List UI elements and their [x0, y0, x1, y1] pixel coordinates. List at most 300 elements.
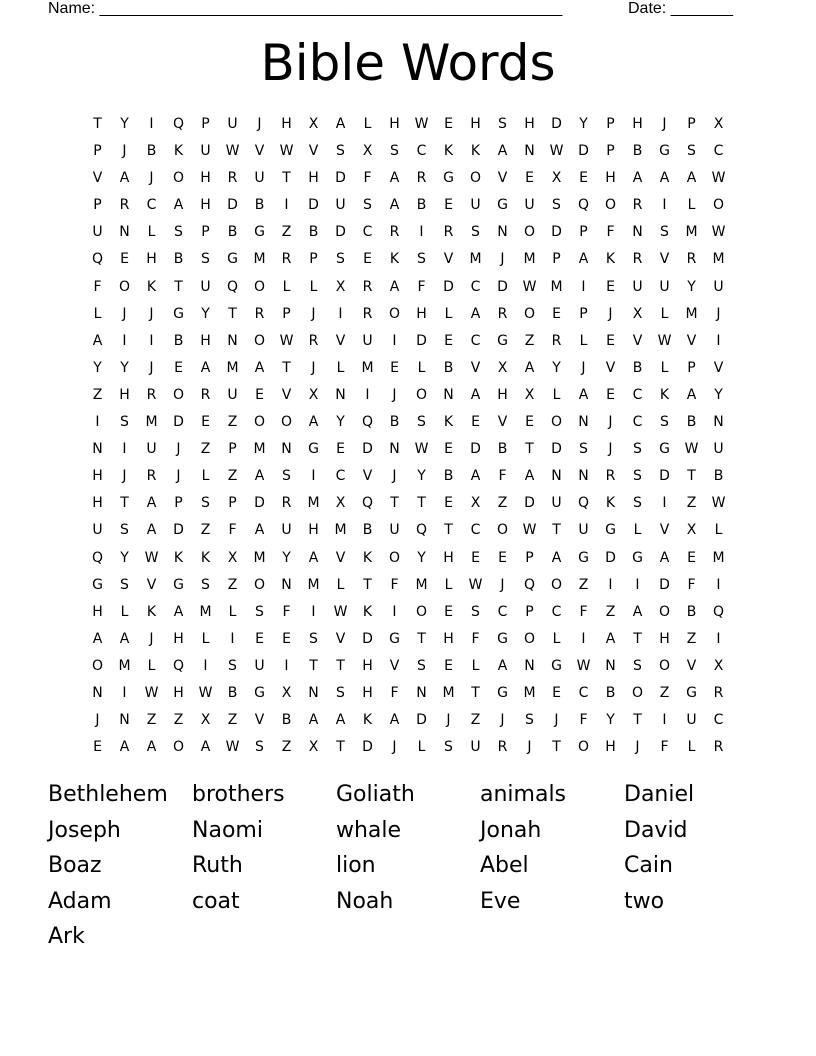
grid-letter[interactable]: S [174, 224, 183, 241]
grid-letter[interactable]: G [551, 657, 562, 674]
grid-letter[interactable]: A [686, 170, 697, 187]
grid-letter[interactable]: A [119, 170, 130, 187]
grid-letter[interactable]: T [417, 495, 426, 512]
grid-letter[interactable]: L [309, 278, 318, 295]
grid-letter[interactable]: Y [714, 386, 723, 403]
grid-letter[interactable]: B [173, 251, 184, 268]
grid-letter[interactable]: L [714, 522, 723, 539]
grid-letter[interactable]: B [443, 468, 454, 485]
grid-letter[interactable]: T [93, 116, 102, 132]
grid-letter[interactable]: J [500, 712, 505, 729]
grid-letter[interactable]: S [228, 657, 237, 674]
grid-letter[interactable]: F [417, 278, 426, 295]
grid-letter[interactable]: S [471, 603, 480, 620]
grid-letter[interactable]: J [257, 116, 262, 132]
grid-letter[interactable]: W [522, 522, 537, 539]
grid-letter[interactable]: P [228, 441, 237, 458]
grid-letter[interactable]: C [713, 712, 724, 729]
grid-letter[interactable]: I [365, 386, 370, 403]
grid-letter[interactable]: K [200, 549, 211, 566]
grid-letter[interactable]: W [225, 143, 240, 160]
grid-letter[interactable]: E [606, 332, 615, 349]
grid-letter[interactable]: Z [227, 712, 238, 729]
grid-letter[interactable]: R [362, 278, 373, 295]
grid-letter[interactable]: H [173, 630, 184, 647]
grid-letter[interactable]: C [470, 522, 481, 539]
grid-letter[interactable]: X [335, 495, 346, 512]
grid-letter[interactable]: J [581, 359, 586, 376]
grid-letter[interactable]: M [550, 278, 563, 295]
grid-letter[interactable]: H [443, 630, 454, 647]
grid-letter[interactable]: G [389, 630, 400, 647]
grid-letter[interactable]: D [551, 441, 562, 458]
grid-letter[interactable]: S [498, 116, 507, 132]
grid-letter[interactable]: S [201, 251, 210, 268]
grid-letter[interactable]: W [711, 495, 726, 512]
grid-letter[interactable]: J [149, 630, 154, 647]
grid-letter[interactable]: R [281, 251, 292, 268]
grid-letter[interactable]: U [227, 386, 238, 403]
grid-letter[interactable]: S [255, 603, 264, 620]
grid-letter[interactable]: L [363, 116, 372, 132]
grid-letter[interactable]: N [92, 441, 103, 458]
grid-letter[interactable]: H [524, 116, 535, 132]
grid-letter[interactable]: Q [577, 495, 590, 512]
grid-letter[interactable]: B [308, 224, 319, 241]
grid-letter[interactable]: D [416, 332, 427, 349]
grid-letter[interactable]: R [119, 197, 130, 214]
grid-letter[interactable]: B [146, 143, 157, 160]
grid-letter[interactable]: U [362, 332, 373, 349]
grid-letter[interactable]: S [417, 251, 426, 268]
grid-letter[interactable]: W [414, 116, 429, 132]
grid-letter[interactable]: K [443, 143, 454, 160]
grid-letter[interactable]: L [201, 630, 210, 647]
grid-letter[interactable]: O [658, 603, 671, 620]
grid-letter[interactable]: A [659, 549, 670, 566]
grid-letter[interactable]: D [173, 522, 184, 539]
grid-letter[interactable]: G [686, 684, 697, 701]
grid-letter[interactable]: A [308, 549, 319, 566]
grid-letter[interactable]: V [335, 630, 346, 647]
grid-letter[interactable]: J [392, 386, 397, 403]
grid-letter[interactable]: B [173, 332, 184, 349]
grid-letter[interactable]: L [552, 386, 561, 403]
grid-letter[interactable]: E [174, 359, 183, 376]
grid-letter[interactable]: E [444, 657, 453, 674]
grid-letter[interactable]: X [308, 386, 319, 403]
grid-letter[interactable]: A [686, 386, 697, 403]
grid-letter[interactable]: N [119, 712, 130, 729]
grid-letter[interactable]: V [146, 576, 157, 593]
grid-letter[interactable]: B [686, 603, 697, 620]
grid-letter[interactable]: R [713, 684, 724, 701]
grid-letter[interactable]: D [416, 712, 427, 729]
grid-letter[interactable]: X [308, 739, 319, 756]
grid-letter[interactable]: T [120, 495, 129, 512]
grid-letter[interactable]: S [552, 197, 561, 214]
grid-letter[interactable]: P [309, 251, 318, 268]
grid-letter[interactable]: O [253, 332, 266, 349]
grid-letter[interactable]: Q [361, 414, 374, 431]
grid-letter[interactable]: Y [552, 359, 561, 376]
grid-letter[interactable]: M [118, 657, 131, 674]
grid-letter[interactable]: M [685, 224, 698, 241]
grid-letter[interactable]: J [608, 414, 613, 431]
grid-letter[interactable]: U [659, 278, 670, 295]
grid-letter[interactable]: N [578, 414, 589, 431]
grid-letter[interactable]: I [608, 576, 613, 593]
grid-letter[interactable]: T [687, 468, 696, 485]
grid-letter[interactable]: S [201, 495, 210, 512]
grid-letter[interactable]: A [119, 630, 130, 647]
grid-letter[interactable]: Z [470, 712, 481, 729]
grid-letter[interactable]: X [551, 170, 562, 187]
grid-letter[interactable]: X [362, 143, 373, 160]
grid-letter[interactable]: Y [417, 549, 426, 566]
grid-letter[interactable]: X [200, 712, 211, 729]
grid-letter[interactable]: G [659, 441, 670, 458]
grid-letter[interactable]: T [417, 630, 426, 647]
grid-letter[interactable]: E [444, 116, 453, 132]
grid-letter[interactable]: U [389, 522, 400, 539]
grid-letter[interactable]: W [657, 332, 672, 349]
grid-letter[interactable]: Z [281, 739, 292, 756]
grid-letter[interactable]: O [172, 739, 185, 756]
grid-letter[interactable]: T [633, 712, 642, 729]
grid-letter[interactable]: N [551, 468, 562, 485]
grid-letter[interactable]: M [253, 251, 266, 268]
grid-letter[interactable]: U [470, 739, 481, 756]
grid-letter[interactable]: T [336, 739, 345, 756]
grid-letter[interactable]: B [686, 414, 697, 431]
grid-letter[interactable]: T [552, 739, 561, 756]
grid-letter[interactable]: W [711, 170, 726, 187]
grid-letter[interactable]: R [308, 332, 319, 349]
grid-letter[interactable]: D [362, 739, 373, 756]
grid-letter[interactable]: W [144, 684, 159, 701]
grid-letter[interactable]: R [632, 197, 643, 214]
grid-letter[interactable]: A [551, 549, 562, 566]
grid-letter[interactable]: C [578, 684, 589, 701]
grid-letter[interactable]: H [497, 386, 508, 403]
grid-letter[interactable]: M [253, 549, 266, 566]
grid-letter[interactable]: E [687, 549, 696, 566]
grid-letter[interactable]: I [392, 603, 397, 620]
grid-letter[interactable]: E [471, 549, 480, 566]
grid-letter[interactable]: A [389, 712, 400, 729]
grid-letter[interactable]: A [254, 468, 265, 485]
grid-letter[interactable]: L [93, 305, 102, 322]
grid-letter[interactable]: E [390, 359, 399, 376]
grid-letter[interactable]: A [470, 305, 481, 322]
grid-letter[interactable]: C [497, 603, 508, 620]
grid-letter[interactable]: P [579, 224, 588, 241]
grid-letter[interactable]: M [307, 576, 320, 593]
grid-letter[interactable]: R [146, 468, 157, 485]
grid-letter[interactable]: M [199, 603, 212, 620]
grid-letter[interactable]: L [336, 576, 345, 593]
grid-letter[interactable]: O [280, 414, 293, 431]
grid-letter[interactable]: L [201, 468, 210, 485]
grid-letter[interactable]: Y [93, 359, 102, 376]
grid-letter[interactable]: I [284, 657, 289, 674]
grid-letter[interactable]: R [146, 386, 157, 403]
grid-letter[interactable]: E [525, 170, 534, 187]
grid-letter[interactable]: Z [659, 684, 670, 701]
grid-letter[interactable]: P [687, 116, 696, 132]
grid-letter[interactable]: V [254, 143, 265, 160]
grid-letter[interactable]: E [255, 630, 264, 647]
grid-letter[interactable]: A [524, 359, 535, 376]
grid-letter[interactable]: Z [605, 603, 616, 620]
grid-letter[interactable]: P [606, 116, 615, 132]
grid-letter[interactable]: I [662, 495, 667, 512]
grid-letter[interactable]: U [335, 197, 346, 214]
grid-letter[interactable]: J [662, 116, 667, 132]
grid-letter[interactable]: H [119, 386, 130, 403]
grid-letter[interactable]: J [716, 305, 721, 322]
grid-letter[interactable]: O [172, 386, 185, 403]
grid-letter[interactable]: O [91, 657, 104, 674]
grid-letter[interactable]: K [605, 495, 616, 512]
grid-letter[interactable]: M [469, 251, 482, 268]
grid-letter[interactable]: U [92, 522, 103, 539]
grid-letter[interactable]: F [93, 278, 102, 295]
grid-letter[interactable]: L [417, 359, 426, 376]
grid-letter[interactable]: Z [227, 576, 238, 593]
grid-letter[interactable]: O [172, 170, 185, 187]
grid-letter[interactable]: H [308, 170, 319, 187]
grid-letter[interactable]: U [686, 712, 697, 729]
grid-letter[interactable]: A [92, 630, 103, 647]
grid-letter[interactable]: C [362, 224, 373, 241]
grid-letter[interactable]: S [120, 414, 129, 431]
grid-letter[interactable]: X [524, 386, 535, 403]
grid-letter[interactable]: J [527, 739, 532, 756]
grid-letter[interactable]: H [362, 657, 373, 674]
grid-letter[interactable]: E [444, 441, 453, 458]
grid-letter[interactable]: P [201, 116, 210, 132]
grid-letter[interactable]: H [659, 630, 670, 647]
grid-letter[interactable]: M [442, 684, 455, 701]
grid-letter[interactable]: B [281, 712, 292, 729]
grid-letter[interactable]: H [443, 549, 454, 566]
grid-letter[interactable]: U [200, 278, 211, 295]
grid-letter[interactable]: U [551, 495, 562, 512]
grid-letter[interactable]: Y [120, 359, 129, 376]
grid-letter[interactable]: A [173, 197, 184, 214]
grid-letter[interactable]: Z [146, 712, 157, 729]
grid-letter[interactable]: W [144, 549, 159, 566]
grid-letter[interactable]: V [659, 251, 670, 268]
grid-letter[interactable]: T [471, 684, 480, 701]
grid-letter[interactable]: K [362, 712, 373, 729]
grid-letter[interactable]: W [225, 739, 240, 756]
grid-letter[interactable]: Z [497, 495, 508, 512]
grid-letter[interactable]: H [200, 170, 211, 187]
grid-letter[interactable]: G [497, 630, 508, 647]
grid-letter[interactable]: F [660, 739, 669, 756]
grid-letter[interactable]: Z [686, 495, 697, 512]
grid-letter[interactable]: N [497, 224, 508, 241]
grid-letter[interactable]: A [200, 739, 211, 756]
grid-letter[interactable]: Z [281, 224, 292, 241]
grid-letter[interactable]: V [659, 522, 670, 539]
grid-letter[interactable]: J [608, 305, 613, 322]
grid-letter[interactable]: V [335, 549, 346, 566]
grid-letter[interactable]: L [471, 657, 480, 674]
grid-letter[interactable]: A [254, 359, 265, 376]
grid-letter[interactable]: J [392, 468, 397, 485]
grid-letter[interactable]: S [525, 712, 534, 729]
grid-letter[interactable]: Z [200, 522, 211, 539]
grid-letter[interactable]: N [605, 657, 616, 674]
grid-letter[interactable]: K [173, 143, 184, 160]
grid-letter[interactable]: T [633, 630, 642, 647]
grid-letter[interactable]: I [419, 224, 424, 241]
grid-letter[interactable]: I [122, 441, 127, 458]
grid-letter[interactable]: W [414, 441, 429, 458]
grid-letter[interactable]: G [92, 576, 103, 593]
grid-letter[interactable]: H [92, 603, 103, 620]
grid-letter[interactable]: O [388, 549, 401, 566]
grid-letter[interactable]: Q [91, 549, 104, 566]
grid-letter[interactable]: I [122, 332, 127, 349]
grid-letter[interactable]: X [227, 549, 238, 566]
grid-letter[interactable]: Z [92, 386, 103, 403]
grid-letter[interactable]: T [282, 359, 291, 376]
grid-letter[interactable]: A [173, 603, 184, 620]
grid-letter[interactable]: B [389, 414, 400, 431]
grid-letter[interactable]: D [173, 414, 184, 431]
grid-letter[interactable]: B [605, 684, 616, 701]
grid-letter[interactable]: K [173, 549, 184, 566]
grid-letter[interactable]: N [92, 684, 103, 701]
grid-letter[interactable]: O [523, 305, 536, 322]
grid-letter[interactable]: A [308, 414, 319, 431]
grid-letter[interactable]: B [632, 359, 643, 376]
grid-letter[interactable]: W [279, 332, 294, 349]
grid-letter[interactable]: S [363, 197, 372, 214]
grid-letter[interactable]: S [255, 739, 264, 756]
grid-letter[interactable]: G [308, 441, 319, 458]
grid-letter[interactable]: R [389, 224, 400, 241]
grid-letter[interactable]: B [443, 359, 454, 376]
grid-letter[interactable]: G [254, 224, 265, 241]
grid-letter[interactable]: F [579, 603, 588, 620]
grid-letter[interactable]: U [92, 224, 103, 241]
grid-letter[interactable]: I [149, 116, 154, 132]
grid-letter[interactable]: R [254, 305, 265, 322]
grid-letter[interactable]: W [522, 278, 537, 295]
grid-letter[interactable]: P [552, 251, 561, 268]
grid-letter[interactable]: J [608, 441, 613, 458]
grid-letter[interactable]: V [497, 170, 508, 187]
grid-letter[interactable]: S [120, 522, 129, 539]
grid-letter[interactable]: M [307, 495, 320, 512]
grid-letter[interactable]: N [389, 441, 400, 458]
grid-letter[interactable]: Y [120, 549, 129, 566]
grid-letter[interactable]: I [581, 278, 586, 295]
grid-letter[interactable]: S [417, 657, 426, 674]
grid-letter[interactable]: L [228, 603, 237, 620]
grid-letter[interactable]: A [254, 522, 265, 539]
grid-letter[interactable]: S [687, 143, 696, 160]
grid-letter[interactable]: Q [226, 278, 239, 295]
grid-letter[interactable]: X [686, 522, 697, 539]
grid-letter[interactable]: L [336, 359, 345, 376]
grid-letter[interactable]: A [470, 468, 481, 485]
grid-letter[interactable]: T [363, 576, 372, 593]
grid-letter[interactable]: L [417, 739, 426, 756]
grid-letter[interactable]: T [552, 522, 561, 539]
grid-letter[interactable]: P [93, 143, 102, 160]
grid-letter[interactable]: P [228, 495, 237, 512]
grid-letter[interactable]: N [713, 414, 724, 431]
grid-letter[interactable]: U [254, 170, 265, 187]
grid-letter[interactable]: O [658, 657, 671, 674]
grid-letter[interactable]: J [176, 468, 181, 485]
grid-letter[interactable]: P [525, 549, 534, 566]
grid-letter[interactable]: Y [120, 116, 129, 132]
grid-letter[interactable]: X [713, 116, 724, 132]
grid-letter[interactable]: F [390, 576, 399, 593]
grid-letter[interactable]: S [633, 495, 642, 512]
grid-letter[interactable]: B [362, 522, 373, 539]
grid-letter[interactable]: I [716, 332, 721, 349]
name-field-label[interactable]: Name: ____________________________________________________ [48, 0, 563, 17]
grid-letter[interactable]: N [578, 468, 589, 485]
grid-letter[interactable]: Y [201, 305, 210, 322]
grid-letter[interactable]: O [712, 197, 725, 214]
grid-letter[interactable]: R [200, 386, 211, 403]
grid-letter[interactable]: T [390, 495, 399, 512]
grid-letter[interactable]: E [525, 414, 534, 431]
grid-letter[interactable]: J [122, 143, 127, 160]
grid-letter[interactable]: J [635, 739, 640, 756]
grid-letter[interactable]: S [660, 414, 669, 431]
grid-letter[interactable]: E [606, 386, 615, 403]
grid-letter[interactable]: R [551, 332, 562, 349]
grid-letter[interactable]: S [390, 143, 399, 160]
grid-letter[interactable]: I [662, 197, 667, 214]
grid-letter[interactable]: E [201, 414, 210, 431]
grid-letter[interactable]: V [92, 170, 103, 187]
grid-letter[interactable]: L [687, 197, 696, 214]
grid-letter[interactable]: O [523, 630, 536, 647]
grid-letter[interactable]: E [444, 332, 453, 349]
grid-letter[interactable]: N [632, 224, 643, 241]
grid-letter[interactable]: J [95, 712, 100, 729]
grid-letter[interactable]: A [389, 170, 400, 187]
grid-letter[interactable]: V [362, 468, 373, 485]
grid-letter[interactable]: L [147, 224, 156, 241]
grid-letter[interactable]: W [549, 143, 564, 160]
grid-letter[interactable]: M [712, 549, 725, 566]
grid-letter[interactable]: R [686, 251, 697, 268]
grid-letter[interactable]: B [713, 468, 724, 485]
grid-letter[interactable]: G [632, 549, 643, 566]
grid-letter[interactable]: O [253, 414, 266, 431]
grid-letter[interactable]: L [147, 657, 156, 674]
grid-letter[interactable]: A [146, 522, 157, 539]
grid-letter[interactable]: G [254, 684, 265, 701]
grid-letter[interactable]: W [468, 576, 483, 593]
grid-letter[interactable]: V [335, 332, 346, 349]
grid-letter[interactable]: N [227, 332, 238, 349]
grid-letter[interactable]: K [146, 278, 157, 295]
